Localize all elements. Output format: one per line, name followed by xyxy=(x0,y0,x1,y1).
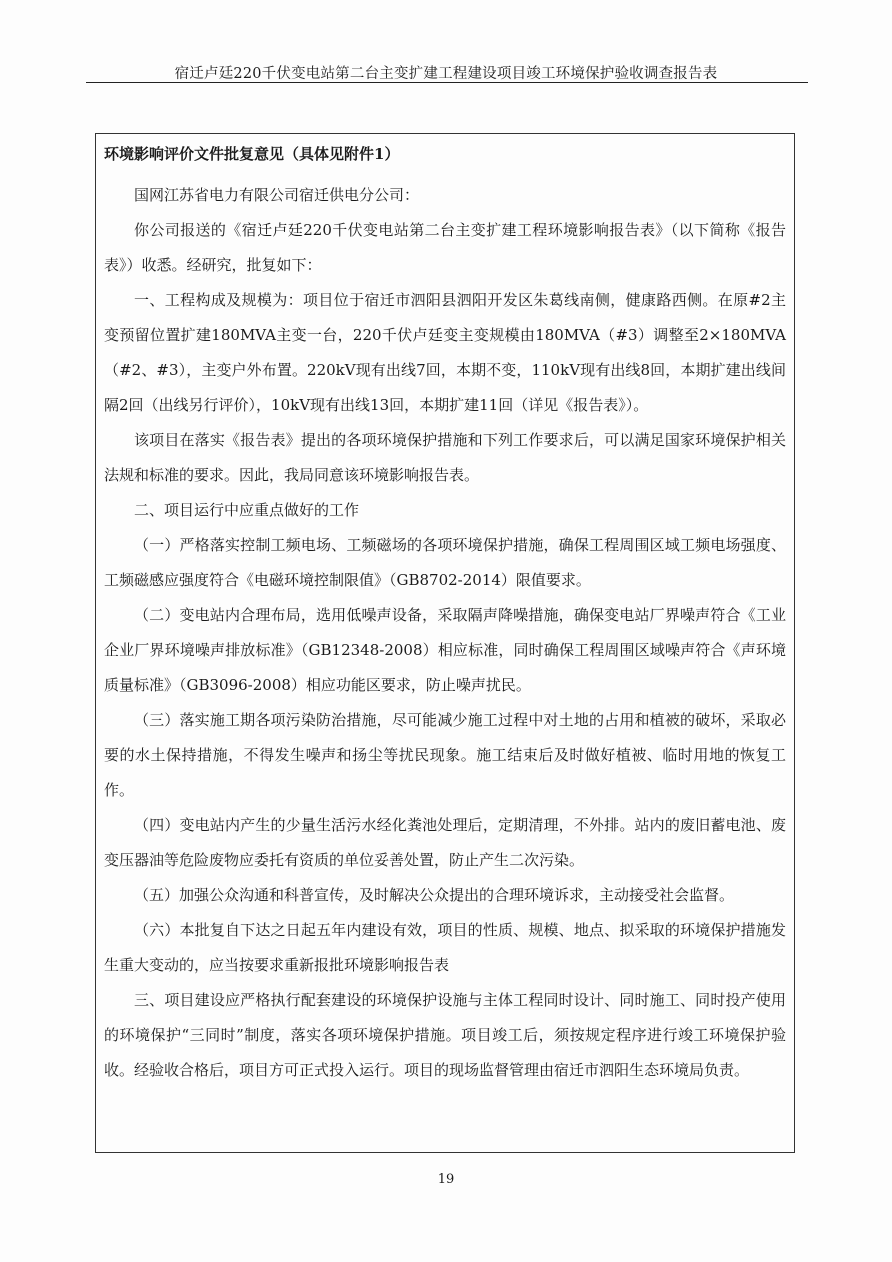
body-paragraph: 你公司报送的《宿迁卢廷220千伏变电站第二台主变扩建工程环境影响报告表》（以下简称《报告表》）收悉。经研究，批复如下： xyxy=(104,221,786,274)
body-paragraph: 二、项目运行中应重点做好的工作 xyxy=(134,501,360,519)
body-paragraph: （四）变电站内产生的少量生活污水经化粪池处理后，定期清理，不外排。站内的废旧蓄电池、废变压器油等危险废物应委托有资质的单位妥善处置，防止产生二次污染。 xyxy=(104,816,786,869)
body-paragraph: （一）严格落实控制工频电场、工频磁场的各项环境保护措施，确保工程周围区域工频电场强度、工频磁感应强度符合《电磁环境控制限值》（GB8702-2014）限值要求。 xyxy=(104,536,786,589)
approval-opinion-box xyxy=(95,133,795,1153)
addressee-paragraph: 国网江苏省电力有限公司宿迁供电分公司： xyxy=(134,186,420,204)
header-divider xyxy=(86,82,808,83)
body-paragraph: （二）变电站内合理布局，选用低噪声设备，采取隔声降噪措施，确保变电站厂界噪声符合《工业企业厂界环境噪声排放标准》（GB12348-2008）相应标准，同时确保工程周围区域噪声符合《声环境质量标准》（GB3096-2008）相应功能区要求，防止噪声扰民。 xyxy=(104,606,786,694)
body-paragraph: 该项目在落实《报告表》提出的各项环境保护措施和下列工作要求后，可以满足国家环境保护相关法规和标准的要求。因此，我局同意该环境影响报告表。 xyxy=(104,431,786,484)
body-paragraph: （五）加强公众沟通和科普宣传，及时解决公众提出的合理环境诉求，主动接受社会监督。 xyxy=(134,886,735,904)
page-number: 19 xyxy=(437,1172,455,1187)
body-paragraph: （三）落实施工期各项污染防治措施，尽可能减少施工过程中对土地的占用和植被的破坏，采取必要的水土保持措施，不得发生噪声和扬尘等扰民现象。施工结束后及时做好植被、临时用地的恢复工作。 xyxy=(104,711,786,799)
body-paragraph: 三、项目建设应严格执行配套建设的环境保护设施与主体工程同时设计、同时施工、同时投产使用的环境保护“三同时”制度，落实各项环境保护措施。项目竣工后，须按规定程序进行竣工环境保护验收。经验收合格后，项目方可正式投入运行。项目的现场监督管理由宿迁市泗阳生态环境局负责。 xyxy=(104,991,786,1079)
section-heading: 环境影响评价文件批复意见（具体见附件1） xyxy=(104,145,400,163)
document-header-title: 宿迁卢廷220千伏变电站第二台主变扩建工程建设项目竣工环境保护验收调查报告表 xyxy=(174,66,718,82)
body-paragraph: 一、工程构成及规模为：项目位于宿迁市泗阳县泗阳开发区朱葛线南侧，健康路西侧。在原#2主变预留位置扩建180MVA主变一台，220千伏卢廷变主变规模由180MVA（#3）调整至2×180MVA（#2、#3），主变户外布置。220kV现有出线7回，本期不变，110kV现有出线8回，本期扩建出线间隔2回（出线另行评价），10kV现有出线13回，本期扩建11回（详见《报告表》）。 xyxy=(104,291,786,414)
body-paragraph: （六）本批复自下达之日起五年内建设有效，项目的性质、规模、地点、拟采取的环境保护措施发生重大变动的，应当按要求重新报批环境影响报告表 xyxy=(104,921,786,974)
